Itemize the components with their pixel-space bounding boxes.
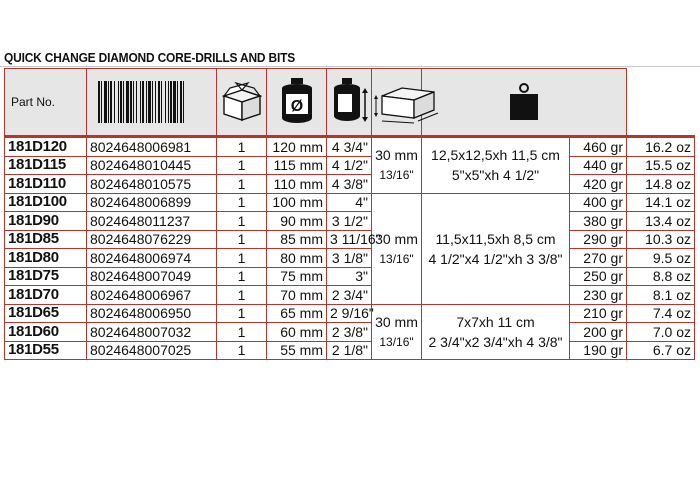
box-quantity: 1 (217, 249, 267, 268)
table-title: QUICK CHANGE DIAMOND CORE-DRILLS AND BITS (4, 50, 296, 65)
diameter-inch: 4 3/8" (327, 175, 372, 194)
part-number: 181D110 (5, 175, 87, 194)
weight-grams: 190 gr (570, 341, 627, 360)
weight-grams: 210 gr (570, 304, 627, 323)
weight-ounces: 6.7 oz (627, 341, 695, 360)
ean-code: 8024648010575 (87, 175, 217, 194)
weight-ounces: 7.4 oz (627, 304, 695, 323)
table-row (5, 286, 695, 305)
barcode-bar (118, 81, 119, 123)
box-quantity: 1 (217, 304, 267, 323)
ean-code: 8024648006974 (87, 249, 217, 268)
drill-depth-mm: 30 mm (375, 313, 418, 330)
table-row (5, 137, 695, 157)
barcode-bar (177, 81, 178, 123)
barcode-bar (136, 81, 137, 123)
weight-grams: 380 gr (570, 212, 627, 231)
table-row (5, 156, 695, 175)
package-dimensions-inch: 5"x5"xh 4 1/2" (451, 167, 540, 184)
weight-ounces: 8.1 oz (627, 286, 695, 305)
weight-ounces: 8.8 oz (627, 267, 695, 286)
table-header-row (5, 69, 695, 137)
box-quantity: 1 (217, 286, 267, 305)
ean-code: 8024648007032 (87, 323, 217, 342)
weight-grams: 250 gr (570, 267, 627, 286)
box-quantity: 1 (217, 137, 267, 157)
diameter-inch: 3 11/16" (327, 230, 372, 249)
weight-ounces: 9.5 oz (627, 249, 695, 268)
diameter-mm: 60 mm (267, 323, 327, 342)
diameter-inch: 4 3/4" (327, 137, 372, 157)
package-dimensions-inch: 4 1/2"x4 1/2"xh 3 3/8" (428, 250, 563, 267)
drill-depth-mm: 30 mm (375, 147, 418, 164)
part-number: 181D90 (5, 212, 87, 231)
barcode-bar (155, 81, 156, 123)
part-no-header: Part No. (5, 69, 87, 137)
barcode-bar (98, 81, 100, 123)
diameter-inch: 2 3/4" (327, 286, 372, 305)
part-number: 181D65 (5, 304, 87, 323)
barcode-bar (183, 81, 184, 123)
diameter-inch: 3" (327, 267, 372, 286)
drill-depth-mm: 30 mm (375, 230, 418, 247)
ean-code: 8024648010445 (87, 156, 217, 175)
barcode-bar (123, 81, 124, 123)
box-quantity: 1 (217, 212, 267, 231)
package-dimensions (422, 304, 570, 360)
barcode-bar (133, 81, 134, 123)
barcode-bar (168, 81, 169, 123)
drill-depth (372, 193, 422, 304)
part-number: 181D115 (5, 156, 87, 175)
diameter-mm: 55 mm (267, 341, 327, 360)
table-row (5, 175, 695, 194)
package-dimensions-metric: 7x7xh 11 cm (456, 313, 535, 330)
ean-code: 8024648076229 (87, 230, 217, 249)
diameter-mm: 100 mm (267, 193, 327, 212)
package-dimensions-metric: 11,5x11,5xh 8,5 cm (435, 230, 556, 247)
package-dimensions (422, 137, 570, 194)
barcode-bar (108, 81, 109, 123)
diameter-mm: 65 mm (267, 304, 327, 323)
barcode-bar (114, 81, 115, 123)
diameter-inch: 3 1/2" (327, 212, 372, 231)
diameter-mm: 110 mm (267, 175, 327, 194)
part-number: 181D120 (5, 137, 87, 157)
diameter-inch: 4" (327, 193, 372, 212)
weight-icon (422, 69, 627, 137)
package-dimensions-inch: 2 3/4"x2 3/4"xh 4 3/8" (428, 333, 563, 350)
diameter-mm: 80 mm (267, 249, 327, 268)
box-quantity: 1 (217, 341, 267, 360)
weight-grams: 400 gr (570, 193, 627, 212)
part-number: 181D75 (5, 267, 87, 286)
drill-depth-inch: 13/16" (379, 168, 414, 183)
drill-depth-inch: 13/16" (379, 251, 414, 266)
barcode-bar (101, 81, 102, 123)
top-divider (0, 66, 700, 67)
table-row (5, 230, 695, 249)
barcode-bar (142, 81, 144, 123)
drill-depth (372, 137, 422, 194)
ean-code: 8024648006967 (87, 286, 217, 305)
weight-grams: 460 gr (570, 137, 627, 157)
package-dimensions-metric: 12,5x12,5xh 11,5 cm (431, 147, 560, 164)
table-row (5, 193, 695, 212)
ean-code: 8024648006950 (87, 304, 217, 323)
part-number: 181D55 (5, 341, 87, 360)
weight-grams: 420 gr (570, 175, 627, 194)
barcode-bar (126, 81, 129, 123)
drill-diameter-icon (267, 69, 327, 137)
diameter-inch: 2 3/8" (327, 323, 372, 342)
diameter-inch: 3 1/8" (327, 249, 372, 268)
product-spec-table (4, 68, 695, 360)
barcode-bar (173, 81, 176, 123)
diameter-mm: 90 mm (267, 212, 327, 231)
ean-code: 8024648011237 (87, 212, 217, 231)
table-row (5, 304, 695, 323)
barcode-bar (158, 81, 160, 123)
drill-depth (372, 304, 422, 360)
barcode-bar (161, 81, 162, 123)
box-quantity: 1 (217, 156, 267, 175)
barcode-bar (180, 81, 182, 123)
weight-ounces: 16.2 oz (627, 137, 695, 157)
diameter-mm: 115 mm (267, 156, 327, 175)
barcode-bar (110, 81, 112, 123)
barcode-icon (87, 69, 217, 137)
table-row (5, 341, 695, 360)
weight-ounces: 15.5 oz (627, 156, 695, 175)
diameter-mm: 120 mm (267, 137, 327, 157)
table-row (5, 323, 695, 342)
barcode-bar (104, 81, 107, 123)
box-quantity: 1 (217, 193, 267, 212)
barcode-bar (152, 81, 153, 123)
table-row (5, 212, 695, 231)
barcode-bar (170, 81, 172, 123)
diameter-inch: 4 1/2" (327, 156, 372, 175)
part-number: 181D80 (5, 249, 87, 268)
barcode-bar (146, 81, 147, 123)
diameter-mm: 70 mm (267, 286, 327, 305)
barcode-bar (140, 81, 141, 123)
part-number: 181D60 (5, 323, 87, 342)
weight-grams: 290 gr (570, 230, 627, 249)
weight-grams: 200 gr (570, 323, 627, 342)
box-quantity: 1 (217, 323, 267, 342)
package-dimensions (422, 193, 570, 304)
drill-depth-inch: 13/16" (379, 334, 414, 349)
diameter-mm: 75 mm (267, 267, 327, 286)
box-quantity-icon (217, 69, 267, 137)
diameter-inch: 2 1/8" (327, 341, 372, 360)
table-row (5, 267, 695, 286)
diameter-mm: 85 mm (267, 230, 327, 249)
weight-ounces: 14.1 oz (627, 193, 695, 212)
part-number: 181D85 (5, 230, 87, 249)
weight-ounces: 14.8 oz (627, 175, 695, 194)
table-row (5, 249, 695, 268)
ean-code: 8024648007049 (87, 267, 217, 286)
box-quantity: 1 (217, 175, 267, 194)
barcode-bar (148, 81, 151, 123)
barcode-bar (165, 81, 166, 123)
ean-code: 8024648007025 (87, 341, 217, 360)
weight-grams: 270 gr (570, 249, 627, 268)
diameter-inch: 2 9/16" (327, 304, 372, 323)
ean-code: 8024648006899 (87, 193, 217, 212)
barcode-bar (130, 81, 132, 123)
box-quantity: 1 (217, 230, 267, 249)
part-number: 181D70 (5, 286, 87, 305)
box-quantity: 1 (217, 267, 267, 286)
ean-code: 8024648006981 (87, 137, 217, 157)
weight-grams: 440 gr (570, 156, 627, 175)
weight-ounces: 7.0 oz (627, 323, 695, 342)
package-dimensions-icon (372, 69, 422, 137)
diameter-symbol: Ø (290, 98, 303, 115)
weight-grams: 230 gr (570, 286, 627, 305)
part-number: 181D100 (5, 193, 87, 212)
weight-ounces: 10.3 oz (627, 230, 695, 249)
barcode-bar (120, 81, 122, 123)
drill-depth-icon (327, 69, 372, 137)
weight-ounces: 13.4 oz (627, 212, 695, 231)
